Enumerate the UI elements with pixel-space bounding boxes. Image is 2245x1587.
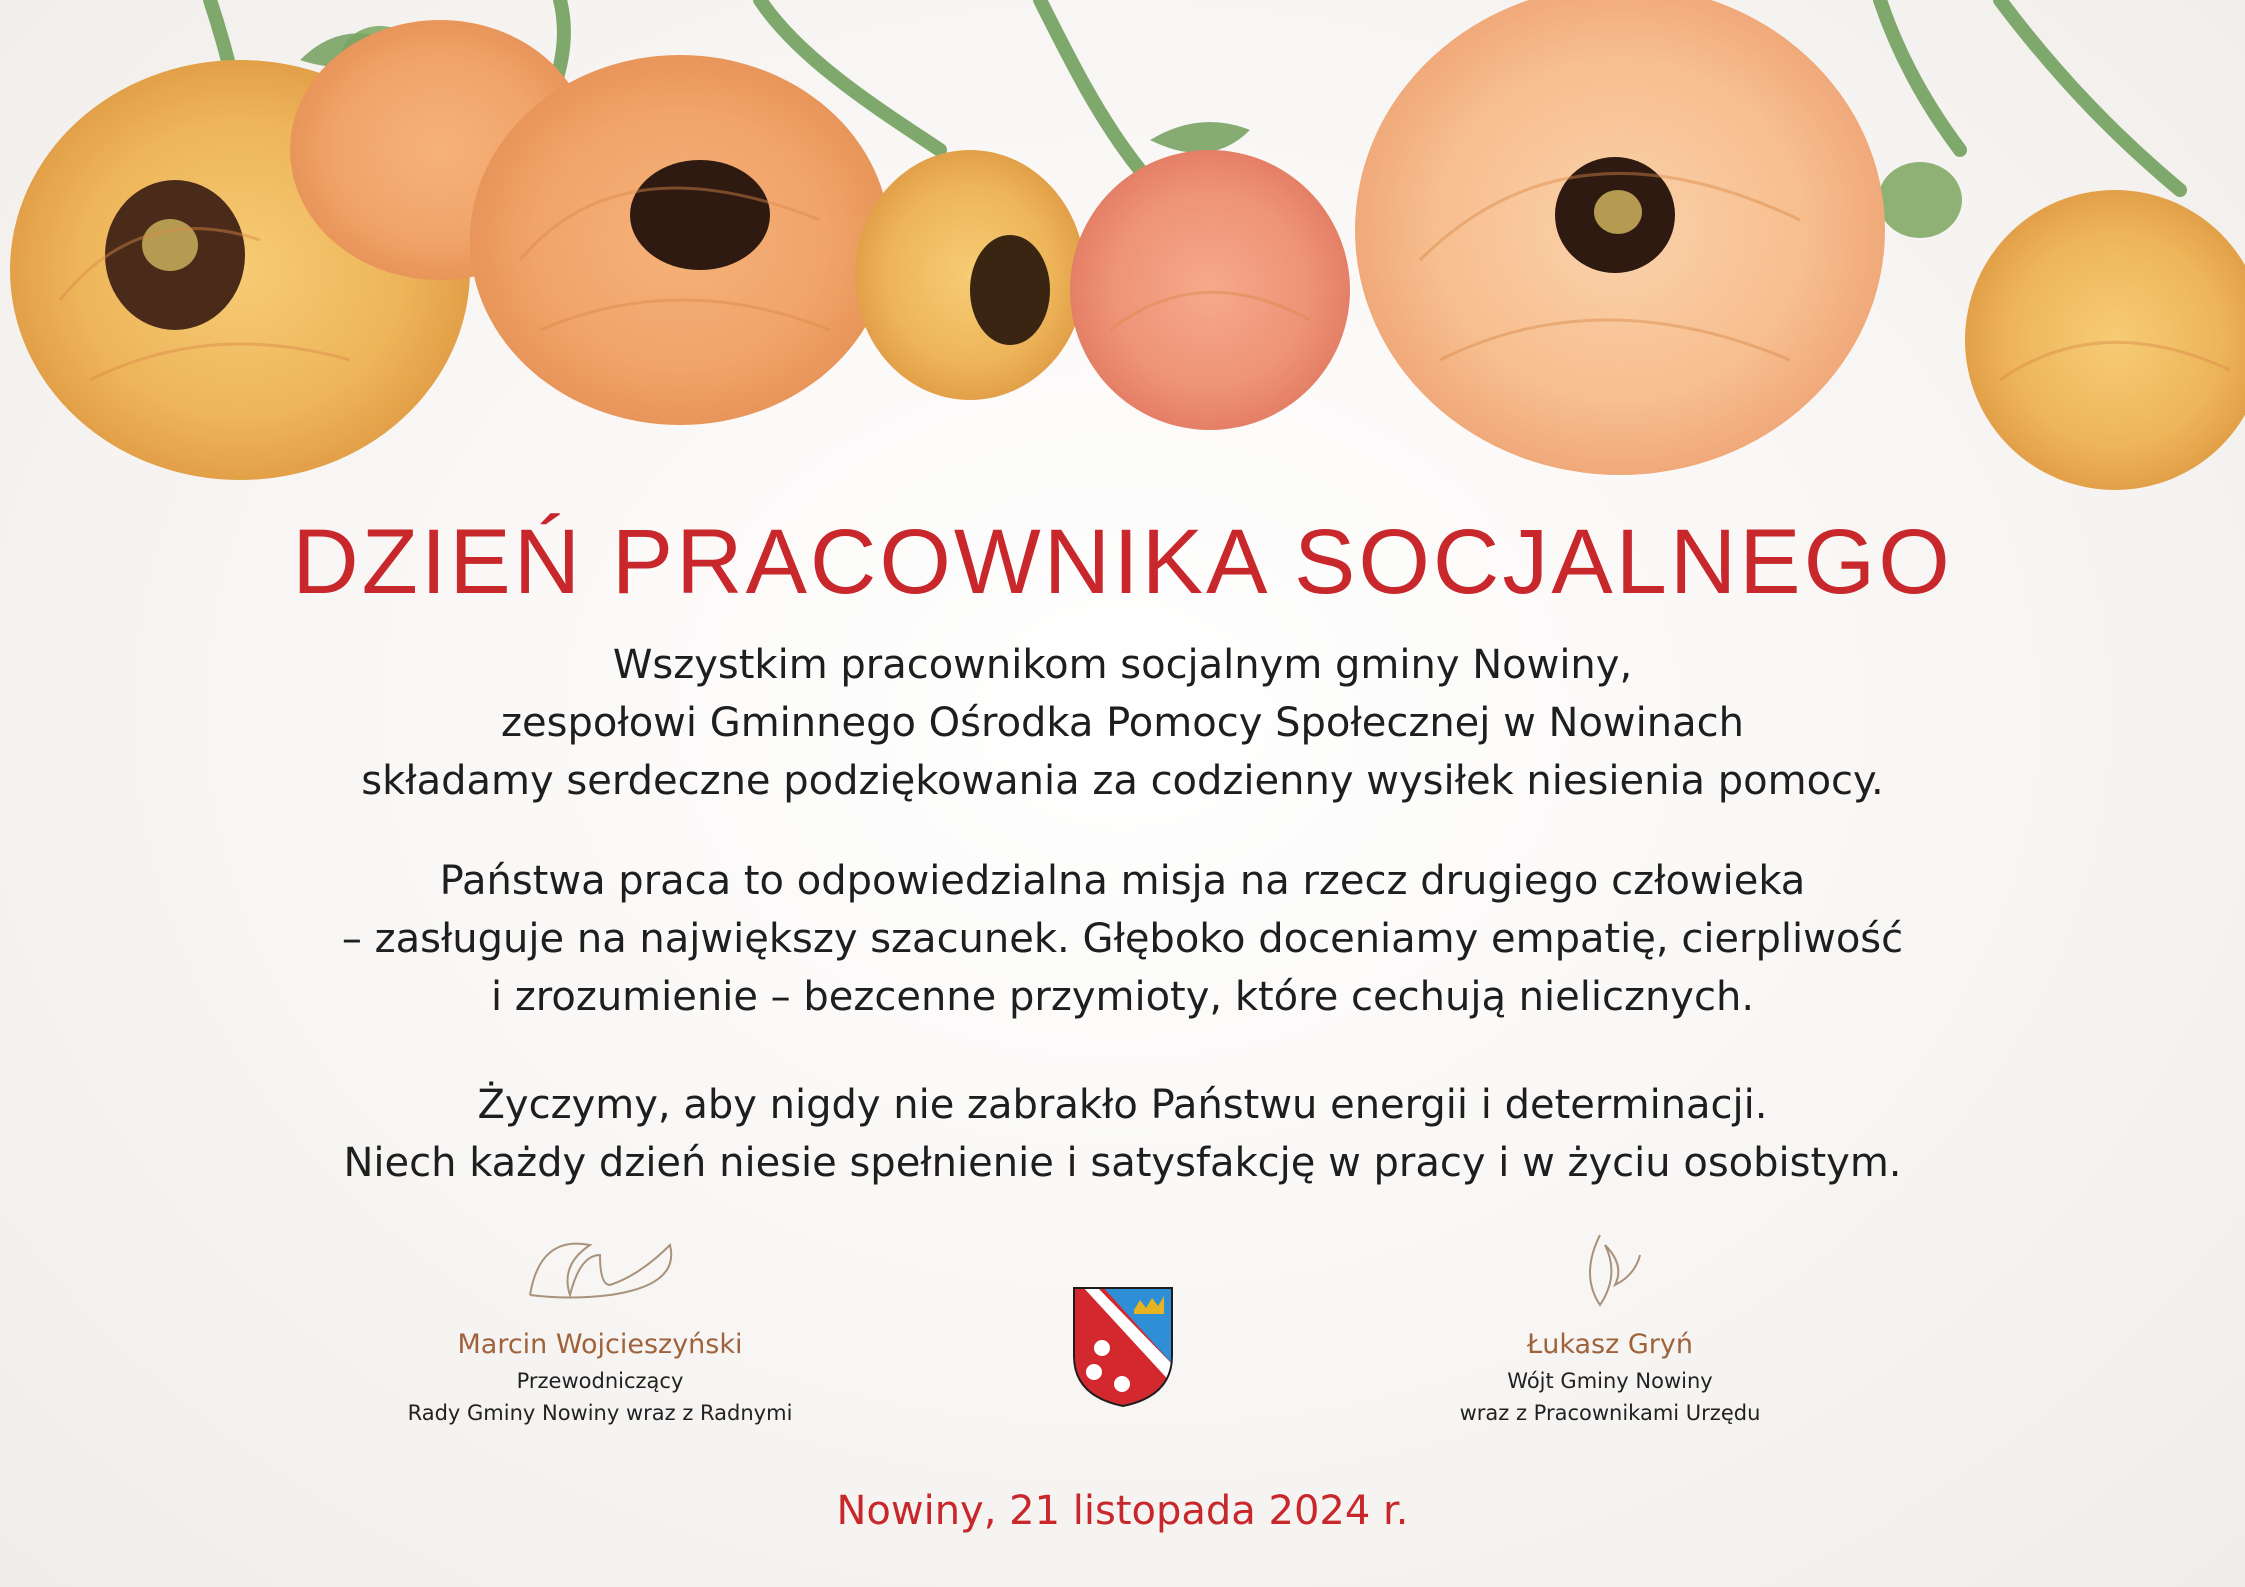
flowers-decoration-icon (0, 0, 2245, 560)
signatory-role-detail: wraz z Pracownikami Urzędu (1459, 1401, 1761, 1425)
signatory-role: Przewodniczący (516, 1369, 684, 1393)
message-line: – zasługuje na największy szacunek. Głęboko doceniamy empatię, cierpliwość (341, 916, 1904, 962)
page-title: DZIEŃ PRACOWNIKA SOCJALNEGO (292, 511, 1953, 613)
place-and-date: Nowiny, 21 listopada 2024 r. (836, 1488, 1409, 1534)
signature-left (380, 1215, 820, 1429)
handwritten-signature-icon (510, 1215, 690, 1325)
signatory-role: Wójt Gminy Nowiny (1507, 1369, 1713, 1393)
signatory-name: Marcin Wojcieszyński (457, 1329, 743, 1360)
signature-right (1380, 1215, 1840, 1429)
message-line: i zrozumienie – bezcenne przymioty, które cechują nielicznych. (490, 974, 1755, 1020)
message-line: zespołowi Gminnego Ośrodka Pomocy Społecznej w Nowinach (501, 700, 1744, 746)
message-line: Niech każdy dzień niesie spełnienie i satysfakcję w pracy i w życiu osobistym. (343, 1140, 1902, 1186)
message-paragraph-1 (180, 636, 2065, 810)
message-line: Państwa praca to odpowiedzialna misja na rzecz drugiego człowieka (439, 858, 1806, 904)
message-paragraph-3 (180, 1076, 2065, 1192)
signatory-name: Łukasz Gryń (1527, 1329, 1693, 1360)
message-line: Wszystkim pracownikom socjalnym gminy Nowiny, (612, 642, 1633, 688)
signatory-role-detail: Rady Gminy Nowiny wraz z Radnymi (407, 1401, 793, 1425)
message-paragraph-2 (180, 852, 2065, 1026)
message-line: Życzymy, aby nigdy nie zabrakło Państwu energii i determinacji. (477, 1082, 1768, 1128)
handwritten-signature-icon (1550, 1215, 1670, 1325)
coat-of-arms-icon (1072, 1286, 1174, 1408)
message-line: składamy serdeczne podziękowania za codzienny wysiłek niesienia pomocy. (361, 758, 1884, 804)
